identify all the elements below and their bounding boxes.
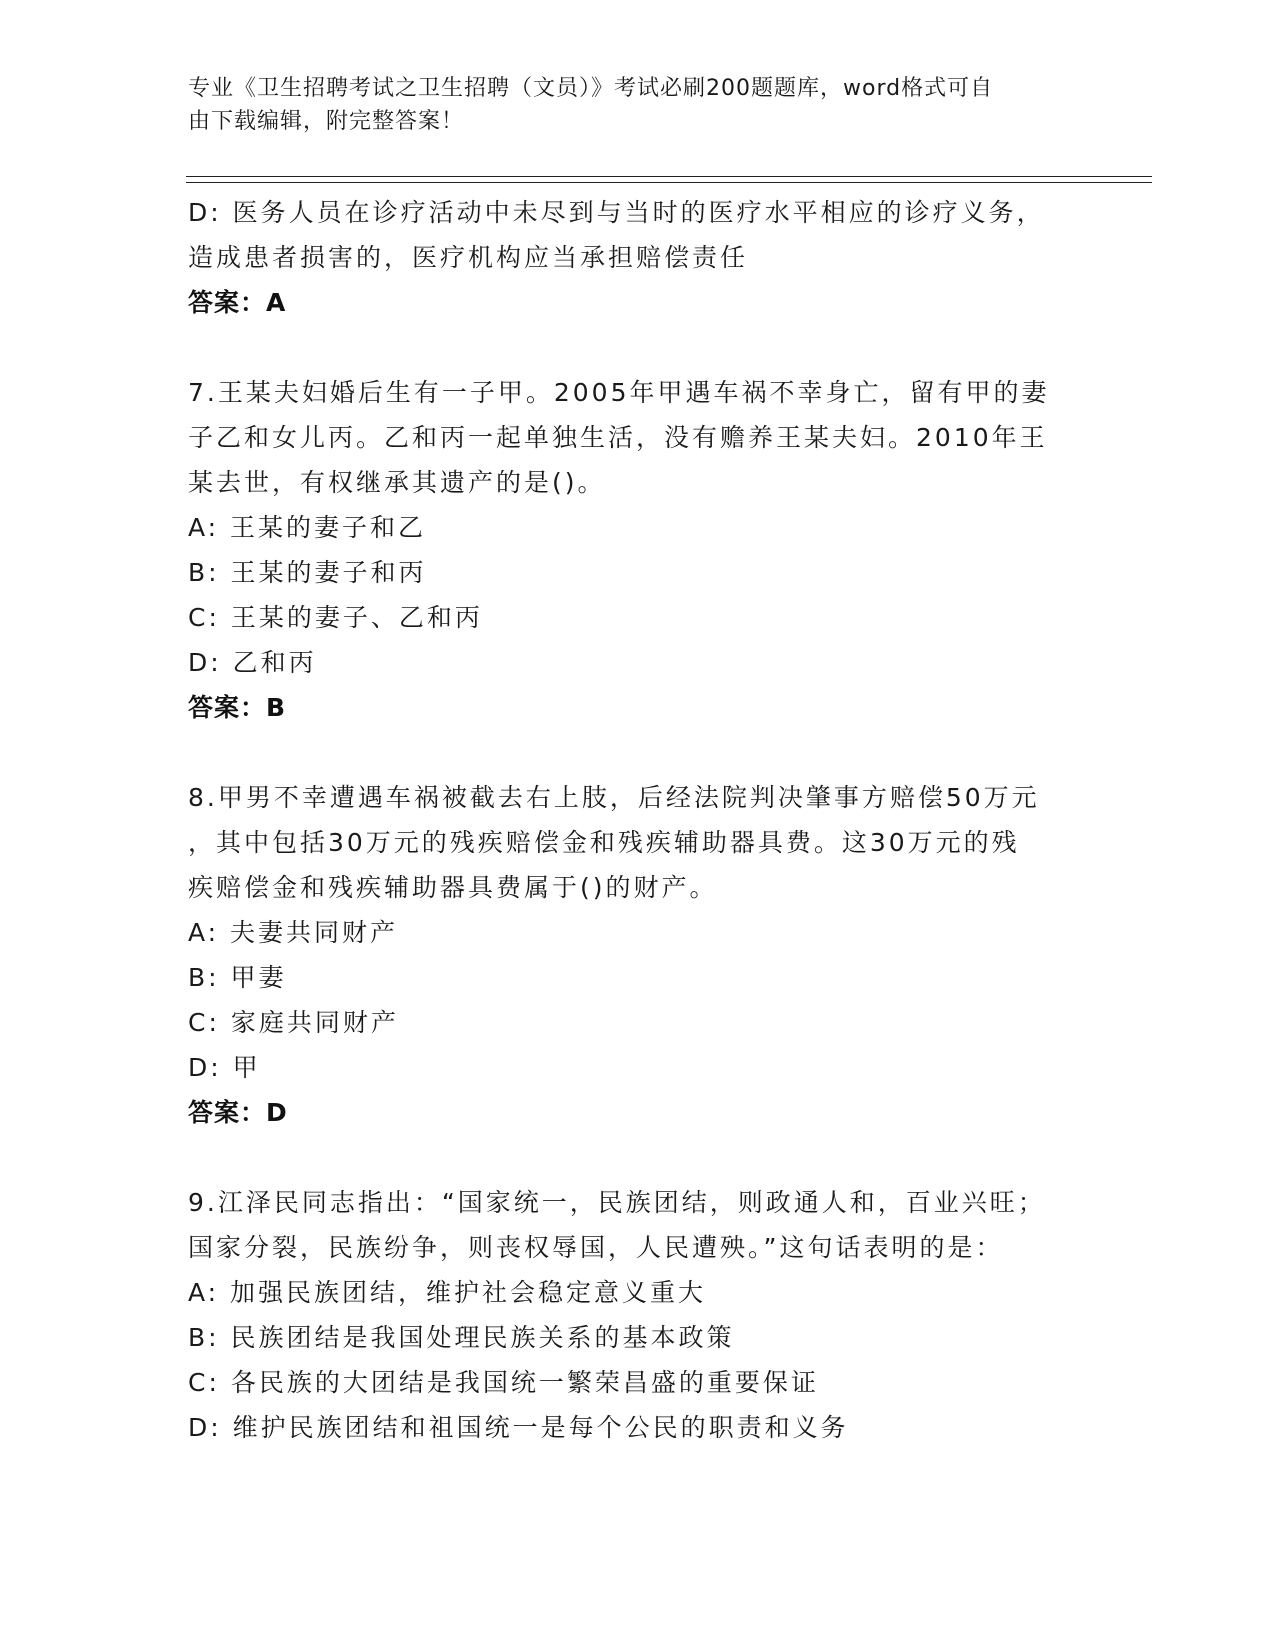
answer: 答案：D: [188, 1098, 288, 1127]
question-text: 8.甲男不幸遭遇车祸被截去右上肢，后经法院判决肇事方赔偿50万元: [188, 783, 1040, 812]
question-text: 7.王某夫妇婚后生有一子甲。2005年甲遇车祸不幸身亡，留有甲的妻: [188, 378, 1050, 407]
header-rule-top: [186, 176, 1152, 177]
option-d: D: 医务人员在诊疗活动中未尽到与当时的医疗水平相应的诊疗义务，: [188, 198, 1045, 227]
question-text: 疾赔偿金和残疾辅助器具费属于()的财产。: [188, 873, 718, 902]
option-d: D: 甲: [188, 1053, 261, 1082]
question-7: [188, 370, 1088, 730]
previous-question-tail: [188, 190, 1088, 325]
spacer: [188, 325, 1088, 370]
question-9: [188, 1180, 1088, 1450]
question-text: 国家分裂，民族纷争，则丧权辱国，人民遭殃。”这句话表明的是：: [188, 1233, 1004, 1262]
option-a: A: 夫妻共同财产: [188, 918, 399, 947]
option-d: D: 乙和丙: [188, 648, 317, 677]
spacer: [188, 730, 1088, 775]
header-rule-bottom: [186, 182, 1152, 183]
header-line-1: 专业《卫生招聘考试之卫生招聘（文员）》考试必刷200题题库，word格式可自: [188, 76, 994, 101]
option-d-continued: 造成患者损害的，医疗机构应当承担赔偿责任: [188, 243, 749, 272]
option-b: B: 王某的妻子和丙: [188, 558, 427, 587]
spacer: [188, 1135, 1088, 1180]
answer: 答案：B: [188, 693, 287, 722]
header-line-2: 由下载编辑，附完整答案！: [188, 109, 465, 134]
option-a: A: 加强民族团结，维护社会稳定意义重大: [188, 1278, 707, 1307]
question-8: [188, 775, 1088, 1135]
question-text: ，其中包括30万元的残疾赔偿金和残疾辅助器具费。这30万元的残: [188, 828, 1020, 857]
document-header: [188, 72, 1068, 138]
option-b: B: 民族团结是我国处理民族关系的基本政策: [188, 1323, 735, 1352]
option-c: C: 家庭共同财产: [188, 1008, 399, 1037]
question-text: 子乙和女儿丙。乙和丙一起单独生活，没有赡养王某夫妇。2010年王: [188, 423, 1048, 452]
option-c: C: 王某的妻子、乙和丙: [188, 603, 483, 632]
option-b: B: 甲妻: [188, 963, 287, 992]
document-body: [188, 190, 1088, 1450]
answer: 答案：A: [188, 288, 287, 317]
option-a: A: 王某的妻子和乙: [188, 513, 427, 542]
question-text: 9.江泽民同志指出：“国家统一，民族团结，则政通人和，百业兴旺；: [188, 1188, 1046, 1217]
option-c: C: 各民族的大团结是我国统一繁荣昌盛的重要保证: [188, 1368, 819, 1397]
question-text: 某去世，有权继承其遗产的是()。: [188, 468, 606, 497]
option-d: D: 维护民族团结和祖国统一是每个公民的职责和义务: [188, 1413, 849, 1442]
